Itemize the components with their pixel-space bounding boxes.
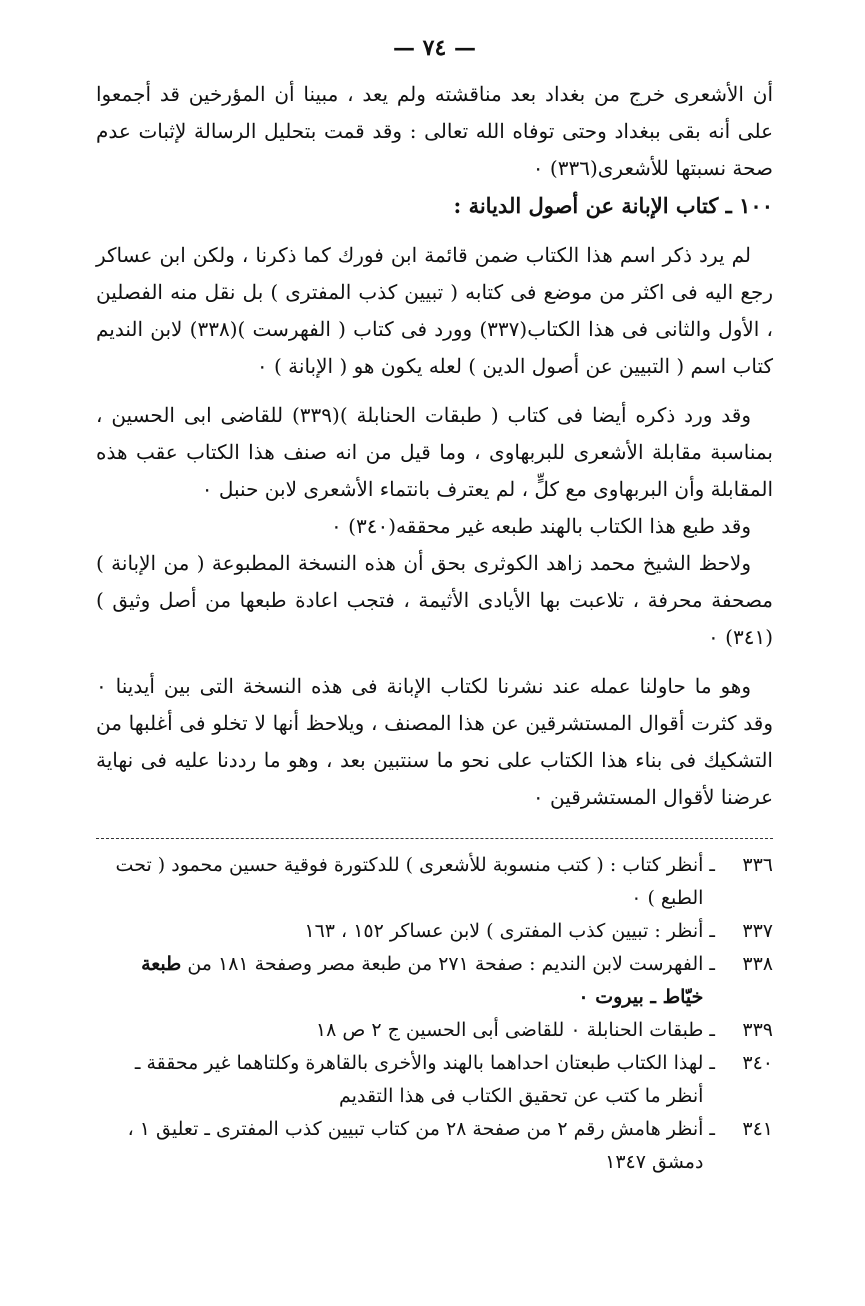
footnote-body <box>96 948 703 1014</box>
footnote-divider <box>96 838 773 839</box>
footnote-separator: ـ <box>709 1019 715 1041</box>
footnote-separator: ـ <box>709 1118 715 1140</box>
footnote-number: ٣٣٧ <box>742 920 773 942</box>
footnote <box>96 1047 773 1113</box>
footnotes-list <box>96 849 773 1179</box>
footnote-text: أنظر : تبيين كذب المفترى ) لابن عساكر ١٥٢ ، ١٦٣ <box>304 920 704 942</box>
paragraph: لم يرد ذكر اسم هذا الكتاب ضمن قائمة ابن فورك كما ذكرنا ، ولكن ابن عساكر رجع اليه فى اكثر من موضع فى كتابه ( تبيين كذب المفترى ) بل نقل منه الفصلين ، الأول والثانى فى هذا الكتاب(٣٣٧) وورد فى كتاب ( الفهرست )(٣٣٨) لابن النديم كتاب اسم ( التبيين عن أصول الدين ) لعله يكون هو ( الإبانة ) ٠ <box>96 243 773 378</box>
paragraph: أن الأشعرى خرج من بغداد بعد مناقشته ولم يعد ، مبينا أن المؤرخين قد أجمعوا على أنه بقى ببغداد وحتى توفاه الله تعالى : وقد قمت بتحليل الرسالة لإثبات عدم صحة نسبتها للأشعرى(٣٣٦) ٠ <box>96 82 773 180</box>
footnote-text: الفهرست لابن النديم : صفحة ٢٧١ من طبعة مصر وصفحة ١٨١ من <box>187 953 704 975</box>
footnote-number: ٣٣٦ <box>742 854 773 876</box>
footnote-text: أنظر هامش رقم ٢ من صفحة ٢٨ من كتاب تبيين كذب المفترى ـ تعليق ١ ، دمشق ١٣٤٧ <box>127 1118 704 1173</box>
footnote-text: أنظر كتاب : ( كتب منسوبة للأشعرى ) للدكتورة فوقية حسين محمود ( تحت الطبع ) ٠ <box>115 854 704 909</box>
footnote <box>96 948 773 1014</box>
footnote-separator: ـ <box>709 920 715 942</box>
paragraph: وقد ورد ذكره أيضا فى كتاب ( طبقات الحنابلة )(٣٣٩) للقاضى ابى الحسين ، بمناسبة مقابلة الأشعرى للبربهاوى ، وما قيل من انه صنف هذا الكتاب عقب هذه المقابلة وأن البربهاوى مع كلٍّ ، لم يعترف بانتماء الأشعرى لابن حنبل ٠ <box>96 403 774 501</box>
footnote <box>96 915 773 948</box>
paragraph: وقد طبع هذا الكتاب بالهند طبعه غير محققه(٣٤٠) ٠ <box>331 514 751 538</box>
footnote <box>96 1113 773 1179</box>
paragraph: ولاحظ الشيخ محمد زاهد الكوثرى بحق أن هذه النسخة المطبوعة ( من الإبانة ) مصحفة محرفة ، تلاعبت بها الأيادى الأثيمة ، فتجب اعادة طبعها من أصل وثيق )(٣٤١) ٠ <box>96 551 773 649</box>
page-number: — ٧٤ — <box>393 35 476 61</box>
footnote-text-tail: طبعة خيّاط ـ بيروت ٠ <box>141 953 704 1008</box>
footnote-number: ٣٣٨ <box>742 953 773 975</box>
paragraph: وهو ما حاولنا عمله عند نشرنا لكتاب الإبانة فى هذه النسخة التى بين أيدينا ٠ وقد كثرت أقوال المستشرقين عن هذا المصنف ، ويلاحظ أنها لا تخلو فى أغلبها من التشكيك فى بناء هذا الكتاب على نحو ما سنتبين بعد ، وهو ما رددنا عليه فى نهاية عرضنا لأقوال المستشرقين ٠ <box>96 674 773 809</box>
main-text <box>96 76 773 816</box>
section-heading: ١٠٠ ـ كتاب الإبانة عن أصول الديانة : <box>453 193 773 218</box>
footnote-separator: ـ <box>709 1052 715 1074</box>
footnote-text: طبقات الحنابلة ٠ للقاضى أبى الحسين ج ٢ ص ١٨ <box>315 1019 704 1041</box>
footnote-separator: ـ <box>709 953 715 975</box>
footnote-separator: ـ <box>709 854 715 876</box>
footnote-text: لهذا الكتاب طبعتان احداهما بالهند والأخرى بالقاهرة وكلتاهما غير محققة ـ أنظر ما كتب عن تحقيق الكتاب فى هذا التقديم <box>134 1052 704 1107</box>
footnote-number: ٣٤١ <box>742 1118 773 1140</box>
footnote-number: ٣٣٩ <box>742 1019 773 1041</box>
footnote-number: ٣٤٠ <box>742 1052 773 1074</box>
footnote <box>96 849 773 915</box>
footnote <box>96 1014 773 1047</box>
